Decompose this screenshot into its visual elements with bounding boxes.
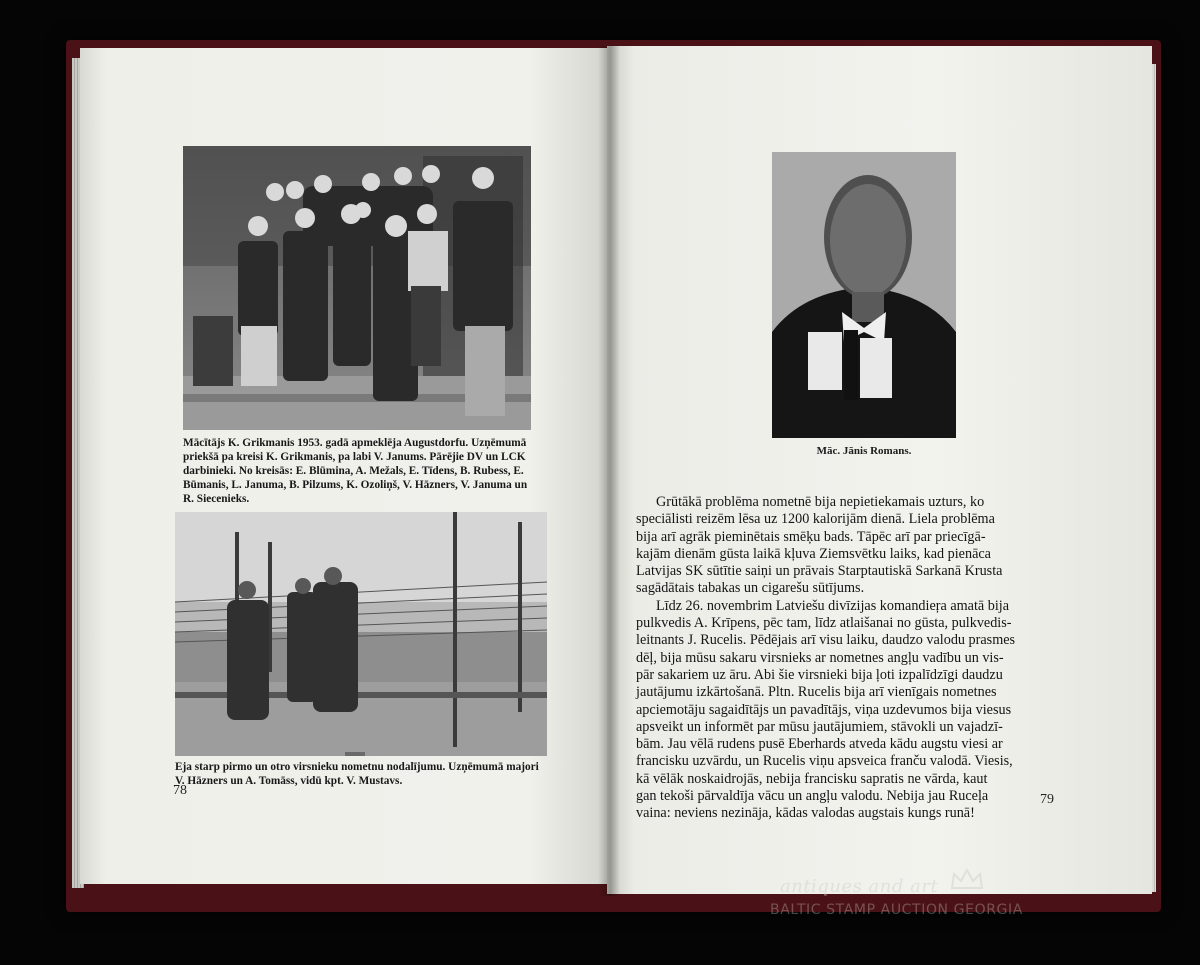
body-text-line: pār sakariem uz āru. Abi šie virsnieki bija ļoti izpalīdzīgi daudzu [636,666,1003,683]
body-text-line: vaina: neviens nezināja, kādas valodas augstais kungs runā! [636,805,975,822]
body-text [636,494,1034,823]
caption-line: Eja starp pirmo un otro virsnieku nometnu nodalījumu. Uzņēmumā majori [175,761,539,773]
group-photo-caption [183,436,531,506]
body-text-line: apsveikt un informēt par mūsu jautājumiem, stāvokli un vajadzī- [636,718,1003,735]
caption-line: darbinieki. No kreisās: E. Blūmina, A. Mežals, E. Tīdens, B. Rubess, E. [183,465,524,477]
right-page-number: 79 [1040,792,1054,807]
caption-line: priekšā pa kreisi K. Grikmanis, pa labi V. Janums. Pārējie DV un LCK [183,451,526,463]
portrait-photo [772,152,956,438]
body-text-line: speciālisti reizēm lēsa uz 1200 kalorijām dienā. Liela problēma [636,511,995,528]
caption-line: V. Hāzners un A. Tomāss, vidū kpt. V. Mustavs. [175,775,403,787]
body-text-line: Latvijas SK sūtītie saiņi un prāvais Starptautiskā Sarkanā Krusta [636,563,1003,580]
group-photo [183,146,531,430]
body-text-line: kajām dienām gūsta laikā kļuva Ziemsvētku laiks, kad pienāca [636,545,991,562]
body-text-line: Grūtākā problēma nometnē bija nepietiekamais uzturs, ko [656,494,985,510]
body-text-line: Līdz 26. novembrim Latviešu divīzijas komandieŗa amatā bija [656,597,1010,614]
body-text-line: dēļ, bija mūsu sakaru virsnieks ar nometnes angļu vadību un vis- [636,649,1004,666]
body-text-line: jautājumu izkārtošanā. Pltn. Rucelis bija arī vienīgais nometnes [636,684,997,701]
caption-line: Būmanis, L. Januma, B. Pilzums, K. Ozoliņš, V. Hāzners, V. Januma un [183,479,528,491]
caption-line: R. Siecenieks. [183,493,250,505]
body-text-line: kā vēlāk noskaidrojās, nebija francisku sapratis ne vārda, kaut [636,770,988,787]
body-text-line: sagādātais tabakas un cigarešu sūtījums. [636,580,865,597]
watermark [770,868,1110,928]
body-text-line: bām. Jau vēlā rudens pusē Eberhards atveda kādu augstu viesi ar [636,736,1003,753]
body-text-line: bija arī agrāk pieminētais smēķu bads. Tāpēc arī par priecīgā- [636,528,986,545]
body-text-line: apciemotāju sagaidītājs un pavadītājs, viņa uzdevumos bija viesus [636,701,1012,718]
body-text-line: gan tekoši pārvaldīja vācu un angļu valodu. Nebija jau Ruceļa [636,788,989,805]
camp-photo [175,512,547,756]
crown-icon [950,868,984,890]
left-page-number: 78 [173,783,187,798]
book-gutter [598,46,620,896]
watermark-text: antiques and art [780,876,939,897]
camp-photo-caption [175,760,547,788]
caption-line: Mācītājs K. Grikmanis 1953. gadā apmeklēja Augustdorfu. Uzņēmumā [183,437,527,449]
body-text-line: pulkvedis A. Krīpens, pēc tam, līdz atlaišanai no gūsta, pulkvedis- [636,615,1012,632]
watermark-subtext: BALTIC STAMP AUCTION GEORGIA [770,902,1023,918]
body-text-line: leitnants J. Rucelis. Pēdējais arī visu laiku, daudzo valodu prasmes [636,632,1016,649]
portrait-caption: Māc. Jānis Romans. [816,445,912,457]
body-text-line: francisku uzvārdu, un Rucelis viņu apsveica franču valodā. Viesis, [636,753,1013,770]
